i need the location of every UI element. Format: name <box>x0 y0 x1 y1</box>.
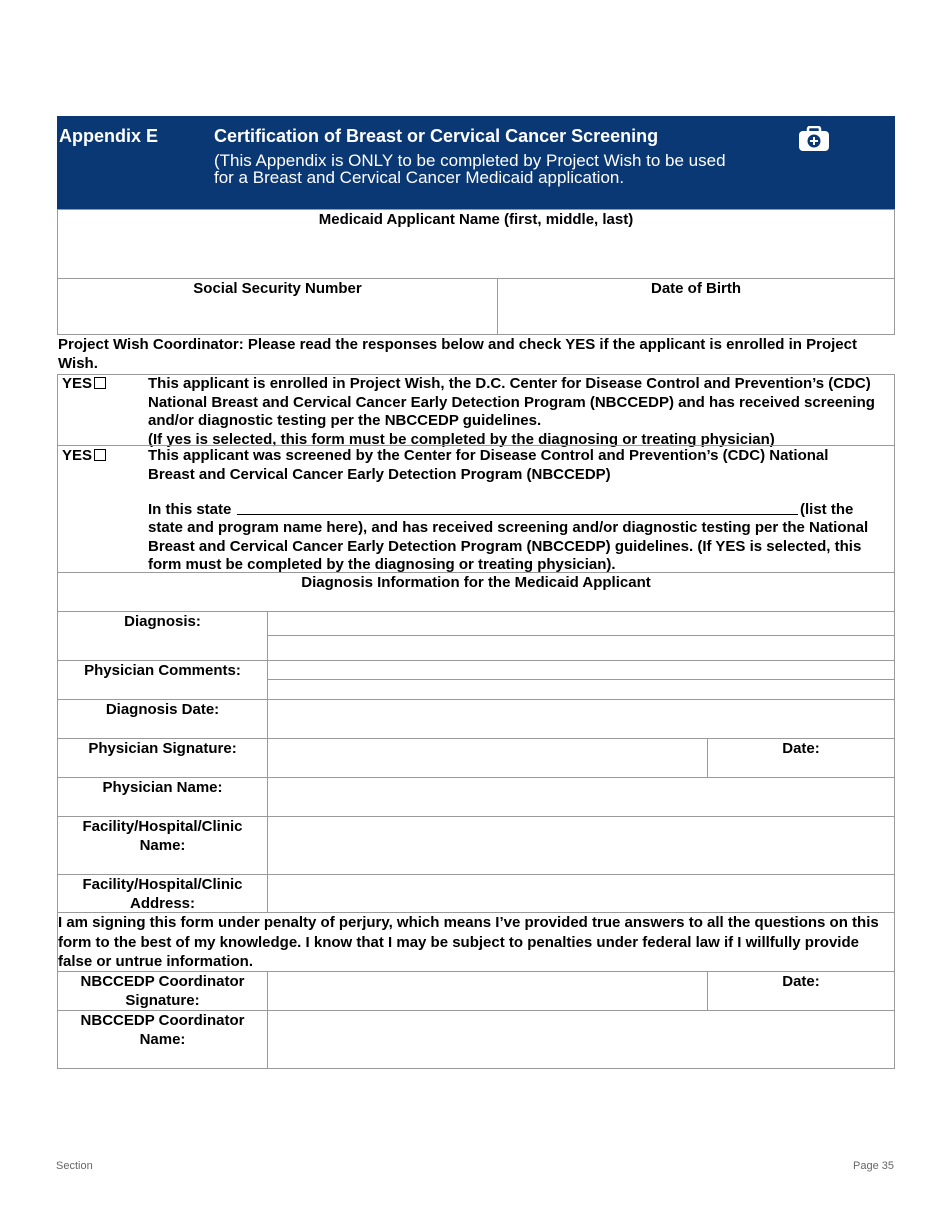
option2-yes[interactable] <box>62 447 106 466</box>
option2-continuation: state and program name here), and has received screening and/or diagnostic testing per the National Breast and Cervical Cancer Early Detection Program (NBCCEDP) guidelines. (If YES is selected, this form must be completed by the diagnosing or treating physician). <box>148 519 869 573</box>
option1-yes[interactable] <box>62 375 106 394</box>
comments-input-line2[interactable] <box>267 679 895 700</box>
option2-checkbox[interactable] <box>94 449 106 461</box>
certification-form <box>57 116 895 1069</box>
physician-signature-input[interactable] <box>267 738 708 778</box>
nbccedp-signature-label: NBCCEDP Coordinator Signature: <box>80 973 245 1009</box>
nbccedp-date-label: Date: <box>782 973 820 990</box>
attestation-text: I am signing this form under penalty of perjury, which means I’ve provided true answers to all the questions on this form to the best of my knowledge. I know that I may be subject to penalties under federal law if I willfully provide false or untrue information. <box>58 914 879 970</box>
option1-checkbox[interactable] <box>94 377 106 389</box>
option1-statement: This applicant is enrolled in Project Wish, the D.C. Center for Disease Control and Prevention’s (CDC) National Breast and Cervical Cancer Early Detection Program (NBCCEDP) and has received screening and/or diagnostic testing per the NBCCEDP guidelines. <box>148 375 875 429</box>
diagnosis-section-title: Diagnosis Information for the Medicaid Applicant <box>301 574 651 591</box>
option1-yes-label: YES <box>62 375 93 392</box>
footer-section: Section <box>56 1160 93 1172</box>
option1-note: (If yes is selected, this form must be completed by the diagnosing or treating physician) <box>148 430 775 448</box>
nbccedp-name-input[interactable] <box>267 1010 895 1069</box>
dob-label: Date of Birth <box>651 280 741 297</box>
appendix-label: Appendix E <box>59 126 159 146</box>
comments-input-line1[interactable] <box>267 660 895 680</box>
diagnosis-date-input[interactable] <box>267 699 895 739</box>
nbccedp-name-label: NBCCEDP Coordinator Name: <box>80 1012 245 1048</box>
medical-kit-icon <box>799 126 829 152</box>
option2-yes-label: YES <box>62 447 93 464</box>
coordinator-instruction: Project Wish Coordinator: Please read the responses below and check YES if the applicant is enrolled in Project Wish. <box>58 336 857 372</box>
signature-date-label: Date: <box>782 740 820 757</box>
form-header <box>57 116 895 209</box>
option2-statement: This applicant was screened by the Center for Disease Control and Prevention’s (CDC) National Breast and Cervical Cancer Early Detection Program (NBCCEDP) <box>148 447 829 483</box>
diagnosis-input-line1[interactable] <box>267 611 895 636</box>
facility-name-label: Facility/Hospital/Clinic Name: <box>82 818 243 854</box>
footer-page-number: Page 35 <box>853 1160 894 1172</box>
diagnosis-input-line2[interactable] <box>267 635 895 661</box>
option1-text <box>148 375 893 449</box>
option2-state-prefix: In this state <box>148 501 232 518</box>
option2-state-suffix: (list the <box>800 501 854 518</box>
facility-name-input[interactable] <box>267 816 895 875</box>
comments-label: Physician Comments: <box>84 662 241 679</box>
physician-signature-label: Physician Signature: <box>88 740 237 757</box>
facility-address-input[interactable] <box>267 874 895 913</box>
facility-address-label: Facility/Hospital/Clinic Address: <box>82 876 243 912</box>
form-subtitle: (This Appendix is ONLY to be completed by Project Wish to be used for a Breast and Cervical Cancer Medicaid application. <box>214 151 726 187</box>
nbccedp-signature-input[interactable] <box>267 971 708 1011</box>
diagnosis-date-label: Diagnosis Date: <box>105 701 220 718</box>
physician-name-label: Physician Name: <box>102 779 223 796</box>
ssn-label: Social Security Number <box>193 280 362 297</box>
physician-name-input[interactable] <box>267 777 895 817</box>
form-title: Certification of Breast or Cervical Cancer Screening <box>214 126 659 146</box>
applicant-name-label: Medicaid Applicant Name (first, middle, last) <box>318 211 634 228</box>
state-program-blank[interactable] <box>237 514 798 515</box>
diagnosis-label: Diagnosis: <box>124 613 201 630</box>
